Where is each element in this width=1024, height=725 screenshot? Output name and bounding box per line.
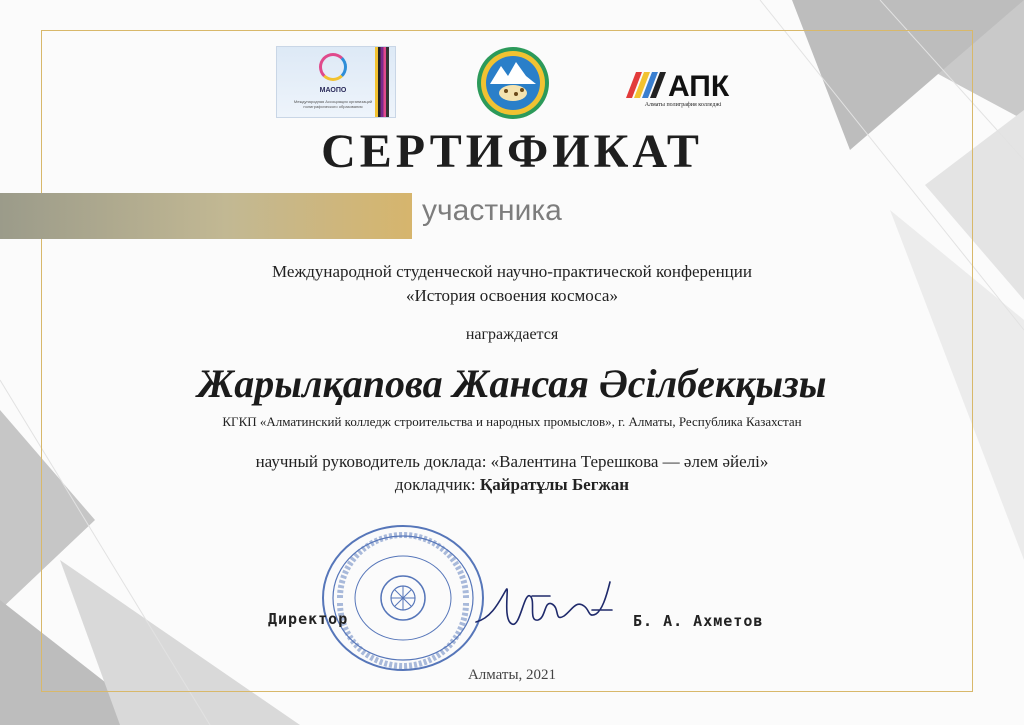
apk-abbr: АПК	[668, 70, 730, 102]
maopo-stripes	[375, 47, 389, 117]
speaker-line	[0, 475, 1024, 495]
recipient-organization: КГКП «Алматинский колледж строительства и народных промыслов», г. Алматы, Республика Казахстан	[222, 414, 802, 429]
official-stamp	[320, 523, 486, 673]
conference-line-2: «История освоения космоса»	[406, 286, 618, 305]
awarded-text: награждается	[465, 326, 559, 343]
speaker-name: Қайратұлы Бегжан	[479, 475, 630, 494]
maopo-text: Международная Ассоциация организаций полиграфического образования	[293, 99, 373, 109]
recipient-name: Жарылқапова Жансая Әсілбекқызы	[197, 361, 827, 406]
apk-logo	[622, 66, 742, 112]
almaty-emblem-icon	[476, 46, 550, 120]
conference-line-1: Международной студенческой научно-практической конференции	[272, 262, 752, 281]
gold-ribbon	[0, 193, 412, 239]
certificate-subtitle: участника	[422, 194, 562, 227]
apk-caption: Алматы полиграфия колледжі	[644, 102, 722, 108]
supervisor-line: научный руководитель доклада: «Валентина Терешкова — әлем әйелі»	[255, 452, 769, 471]
signatory-name: Б. А. Ахметов	[633, 612, 764, 630]
director-signature	[472, 570, 622, 640]
maopo-abbr: МАОПО	[319, 87, 347, 94]
signatory-role: Директор	[268, 610, 349, 628]
maopo-logo	[276, 46, 396, 118]
maopo-ring-icon	[319, 53, 347, 81]
apk-mark-icon	[622, 66, 742, 102]
place-and-year: Алматы, 2021	[467, 667, 557, 683]
speaker-label: докладчик:	[394, 475, 476, 494]
certificate-title: СЕРТИФИКАТ	[321, 125, 703, 178]
